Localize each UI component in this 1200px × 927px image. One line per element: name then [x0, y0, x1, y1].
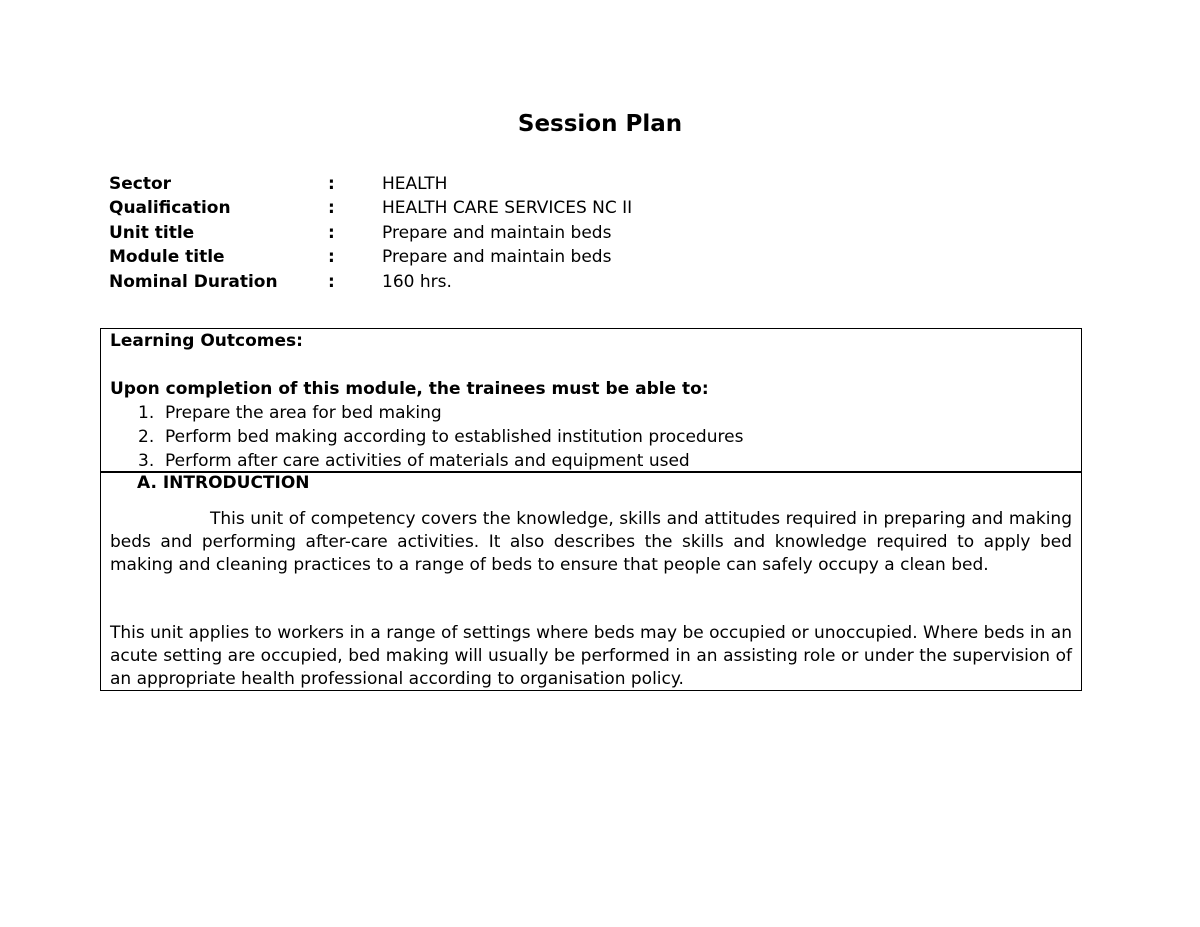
info-colon: : — [328, 271, 335, 292]
list-item-number: 1. — [138, 403, 155, 423]
page-title: Session Plan — [517, 111, 683, 137]
introduction-box — [100, 471, 1082, 691]
info-colon: : — [328, 198, 335, 219]
list-item-text: Prepare the area for bed making — [165, 403, 442, 423]
info-label: Qualification — [109, 198, 231, 219]
info-value: Prepare and maintain beds — [382, 222, 612, 243]
info-colon: : — [328, 222, 335, 243]
learning-outcomes-intro: Upon completion of this module, the trainees must be able to: — [110, 379, 709, 399]
info-label: Sector — [109, 174, 172, 194]
info-value: 160 hrs. — [382, 271, 452, 292]
list-item-text: Perform after care activities of materials and equipment used — [165, 451, 690, 471]
learning-outcomes-box — [100, 328, 1082, 473]
introduction-heading: A. INTRODUCTION — [137, 473, 310, 493]
info-value: Prepare and maintain beds — [382, 247, 612, 268]
introduction-paragraph-1: This unit of competency covers the knowledge, skills and attitudes required in preparing and making beds and performing after-care activities. It also describes the skills and knowledge required to apply bed making and cleaning practices to a range of beds to ensure that people can safely occupy a clean bed. — [110, 509, 1072, 575]
list-item-text: Perform bed making according to established institution procedures — [165, 427, 744, 447]
list-item-number: 3. — [138, 451, 155, 471]
info-label: Nominal Duration — [109, 271, 278, 292]
info-colon: : — [328, 247, 335, 268]
info-label: Unit title — [109, 222, 195, 243]
learning-outcomes-heading: Learning Outcomes: — [110, 331, 303, 351]
info-value: HEALTH CARE SERVICES NC II — [382, 198, 633, 219]
info-value: HEALTH — [382, 174, 448, 194]
introduction-paragraph-2: This unit applies to workers in a range of settings where beds may be occupied or unoccupied. Where beds in an acute setting are occupied, bed making will usually be performed in an assisting role or under the supervision of an appropriate health professional according to organisation policy. — [110, 623, 1072, 689]
info-label: Module title — [109, 247, 225, 268]
list-item-number: 2. — [138, 427, 155, 447]
info-colon: : — [328, 174, 335, 194]
